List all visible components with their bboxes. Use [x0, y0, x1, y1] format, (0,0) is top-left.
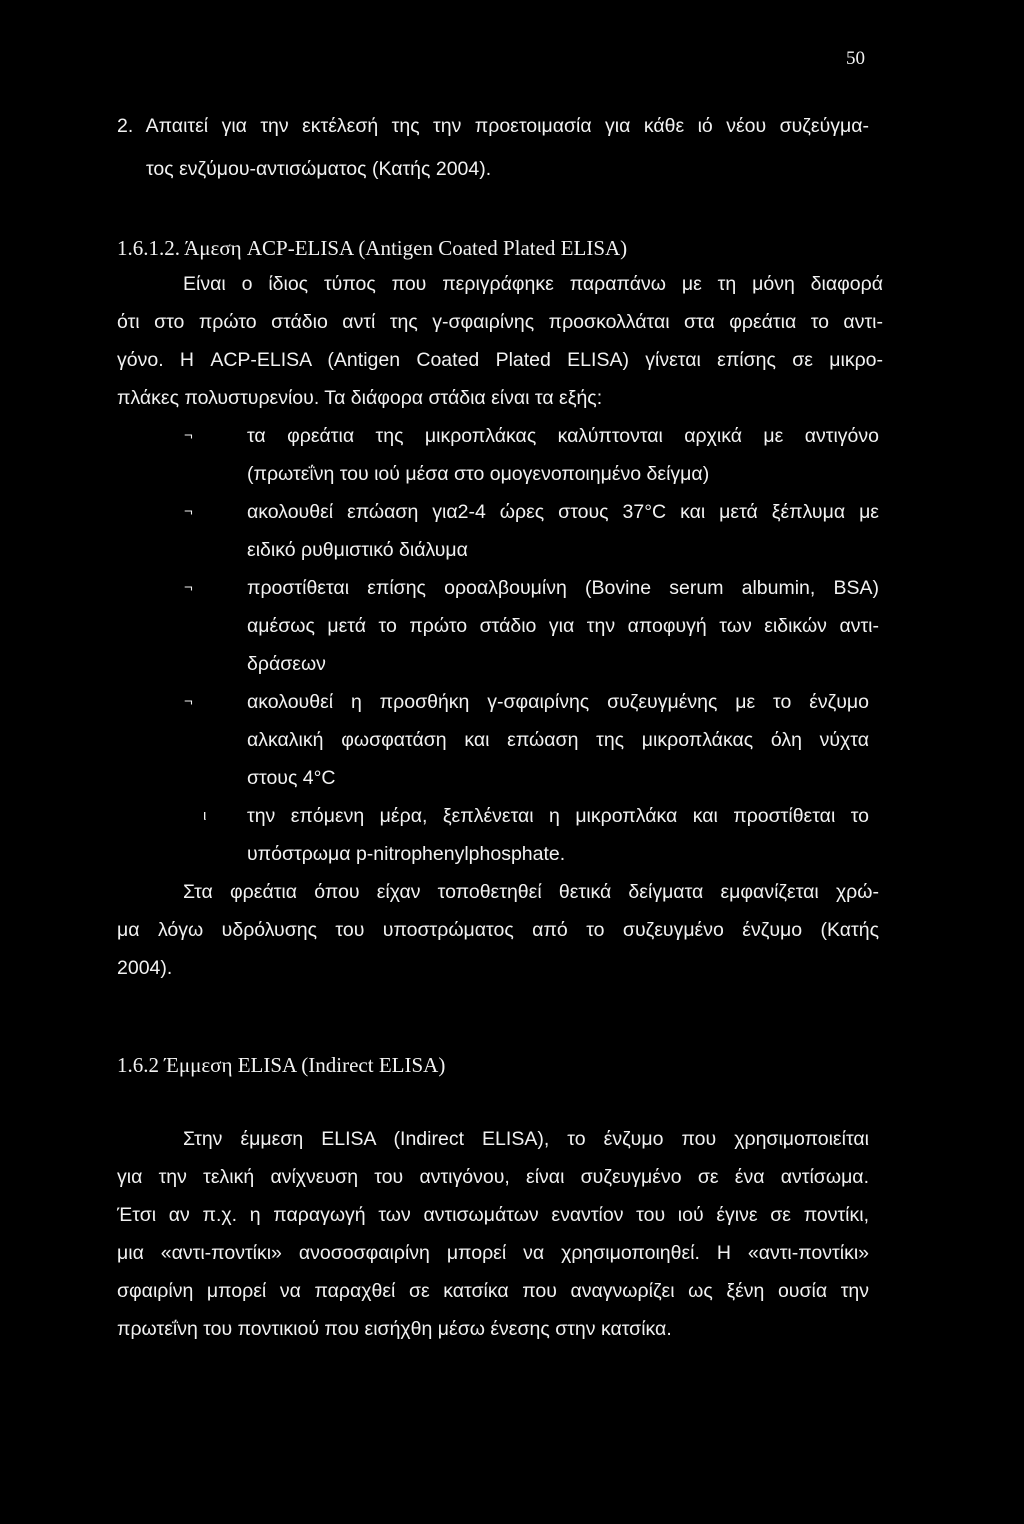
list-item-line: αλκαλική φωσφατάση και επώαση της μικροπλάκας όλη νύχτα — [247, 729, 869, 751]
bullet-marker: ¬ — [184, 693, 193, 710]
bullet-marker: ¬ — [184, 427, 193, 444]
section-heading-acp-elisa: 1.6.1.2. Άμεση ACP-ELISA (Antigen Coated Plated ELISA) — [117, 236, 628, 260]
list-item-line: στους 4°C — [247, 767, 336, 789]
bullet-marker: ¬ — [184, 503, 193, 520]
paragraph-line: σφαιρίνη μπορεί να παραχθεί σε κατσίκα που αναγνωρίζει ως ξένη ουσία την — [117, 1280, 869, 1302]
paragraph-line: γόνο. Η ACP-ELISA (Antigen Coated Plated ELISA) γίνεται επίσης σε μικρο- — [117, 349, 883, 371]
list-item-line: ειδικό ρυθμιστικό διάλυμα — [247, 539, 468, 561]
bullet-marker: ¬ — [184, 579, 193, 596]
list-item-line: υπόστρωμα p-nitrophenylphosphate. — [247, 843, 566, 865]
paragraph-line: πλάκες πολυστυρενίου. Τα διάφορα στάδια είναι τα εξής: — [117, 387, 603, 409]
paragraph-line: Στα φρεάτια όπου είχαν τοποθετηθεί θετικά δείγματα εμφανίζεται χρώ- — [183, 881, 879, 903]
paragraph-line: Είναι ο ίδιος τύπος που περιγράφηκε παραπάνω με τη μόνη διαφορά — [183, 273, 883, 295]
paragraph-line: Στην έμμεση ELISA (Indirect ELISA), το ένζυμο που χρησιμοποιείται — [183, 1128, 869, 1150]
note-line-1: 2. Απαιτεί για την εκτέλεσή της την προετοιμασία για κάθε ιό νέου συζεύγμα- — [117, 115, 869, 137]
list-item-line: αμέσως μετά το πρώτο στάδιο για την αποφυγή των ειδικών αντι- — [247, 615, 879, 637]
paragraph-line: 2004). — [117, 957, 173, 979]
list-item-line: ακολουθεί η προσθήκη γ-σφαιρίνης συζευγμένης με το ένζυμο — [247, 691, 869, 713]
paragraph-line: πρωτεΐνη του ποντικιού που εισήχθη μέσω ένεσης στην κατσίκα. — [117, 1318, 672, 1340]
paragraph-line: για την τελική ανίχνευση του αντιγόνου, είναι συζευγμένο σε ένα αντίσωμα. — [117, 1166, 869, 1188]
list-item-line: δράσεων — [247, 653, 326, 675]
list-item-line: ακολουθεί επώαση για2-4 ώρες στους 37°C και μετά ξέπλυμα με — [247, 501, 879, 523]
list-item-line: την επόμενη μέρα, ξεπλένεται η μικροπλάκα και προστίθεται το — [247, 805, 869, 827]
paragraph-line: μια «αντι-ποντίκι» ανοσοσφαιρίνη μπορεί να χρησιμοποιηθεί. Η «αντι-ποντίκι» — [117, 1242, 869, 1264]
list-item-line: τα φρεάτια της μικροπλάκας καλύπτονται αρχικά με αντιγόνο — [247, 425, 879, 447]
paragraph-line: ότι στο πρώτο στάδιο αντί της γ-σφαιρίνης προσκολλάται στα φρεάτια το αντι- — [117, 311, 883, 333]
page-number: 50 — [846, 48, 865, 69]
bullet-marker: ι — [203, 807, 207, 824]
section-heading-indirect-elisa: 1.6.2 Έμμεση ELISA (Indirect ELISA) — [117, 1053, 446, 1077]
paragraph-line: Έτσι αν π.χ. η παραγωγή των αντισωμάτων εναντίον του ιού έγινε σε ποντίκι, — [117, 1204, 869, 1226]
paragraph-line: μα λόγω υδρόλυσης του υποστρώματος από το συζευγμένο ένζυμο (Κατής — [117, 919, 879, 941]
list-item-line: (πρωτεΐνη του ιού μέσα στο ομογενοποιημένο δείγμα) — [247, 463, 710, 485]
note-line-2: τος ενζύμου-αντισώματος (Κατής 2004). — [146, 158, 492, 180]
list-item-line: προστίθεται επίσης οροαλβουμίνη (Bovine serum albumin, BSA) — [247, 577, 879, 599]
